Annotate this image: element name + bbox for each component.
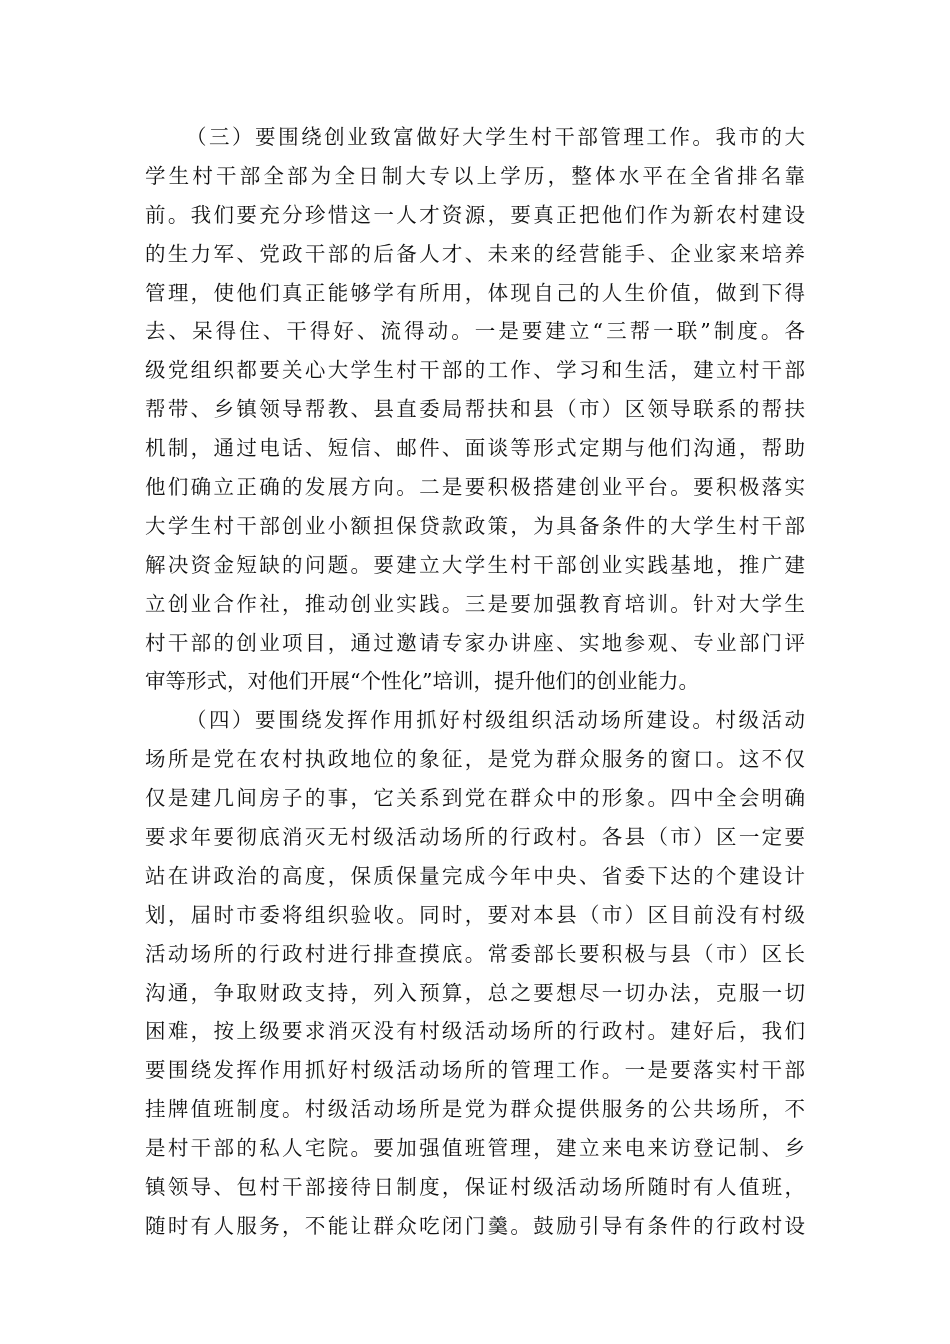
- text-line: 学生村干部全部为全日制大专以上学历，整体水平在全省排名靠: [145, 163, 805, 188]
- text-line: 村干部的创业项目，通过邀请专家办讲座、实地参观、专业部门评: [145, 630, 805, 655]
- text-line: 帮带、乡镇领导帮教、县直委局帮扶和县（市）区领导联系的帮扶: [145, 397, 805, 422]
- text-line: 的生力军、党政干部的后备人才、未来的经营能手、企业家来培养: [145, 241, 805, 266]
- text-line: （四）要围绕发挥作用抓好村级组织活动场所建设。村级活动: [186, 708, 805, 733]
- paragraph-3: [145, 118, 805, 701]
- text-line: （三）要围绕创业致富做好大学生村干部管理工作。我市的大: [186, 125, 805, 149]
- text-line: 随时有人服务，不能让群众吃闭门羹。鼓励引导有条件的行政村设: [145, 1213, 805, 1238]
- text-line: 解决资金短缺的问题。要建立大学生村干部创业实践基地，推广建: [145, 552, 805, 577]
- text-line: 场所是党在农村执政地位的象征，是党为群众服务的窗口。这不仅: [145, 747, 805, 772]
- text-line: 站在讲政治的高度，保质保量完成今年中央、省委下达的个建设计: [145, 863, 805, 888]
- text-line: 挂牌值班制度。村级活动场所是党为群众提供服务的公共场所，不: [145, 1097, 805, 1122]
- text-line: 活动场所的行政村进行排查摸底。常委部长要积极与县（市）区长: [145, 941, 805, 966]
- text-line: 划，届时市委将组织验收。同时，要对本县（市）区目前没有村级: [145, 902, 805, 927]
- text-line: 镇领导、包村干部接待日制度，保证村级活动场所随时有人值班，: [145, 1175, 805, 1200]
- text-line: 管理，使他们真正能够学有所用，体现自己的人生价值，做到下得: [145, 280, 805, 305]
- text-line: 他们确立正确的发展方向。二是要积极搭建创业平台。要积极落实: [145, 475, 805, 500]
- text-line: 审等形式，对他们开展“个性化”培训，提升他们的创业能力。: [145, 669, 699, 694]
- document-body: [145, 118, 805, 1246]
- text-line: 要求年要彻底消灭无村级活动场所的行政村。各县（市）区一定要: [145, 825, 805, 850]
- text-line: 立创业合作社，推动创业实践。三是要加强教育培训。针对大学生: [145, 591, 805, 616]
- text-line: 前。我们要充分珍惜这一人才资源，要真正把他们作为新农村建设: [145, 202, 805, 227]
- text-line: 沟通，争取财政支持，列入预算，总之要想尽一切办法，克服一切: [145, 980, 805, 1005]
- text-line: 机制，通过电话、短信、邮件、面谈等形式定期与他们沟通，帮助: [145, 436, 805, 461]
- text-line: 级党组织都要关心大学生村干部的工作、学习和生活，建立村干部: [145, 358, 805, 383]
- text-line: 大学生村干部创业小额担保贷款政策，为具备条件的大学生村干部: [145, 513, 805, 538]
- text-line: 困难，按上级要求消灭没有村级活动场所的行政村。建好后，我们: [145, 1019, 805, 1044]
- text-line: 要围绕发挥作用抓好村级活动场所的管理工作。一是要落实村干部: [145, 1058, 805, 1083]
- text-line: 仅是建几间房子的事，它关系到党在群众中的形象。四中全会明确: [145, 786, 805, 811]
- paragraph-4: [145, 701, 805, 1245]
- text-line: 去、呆得住、干得好、流得动。一是要建立“三帮一联”制度。各: [145, 319, 805, 344]
- text-line: 是村干部的私人宅院。要加强值班管理，建立来电来访登记制、乡: [145, 1136, 805, 1161]
